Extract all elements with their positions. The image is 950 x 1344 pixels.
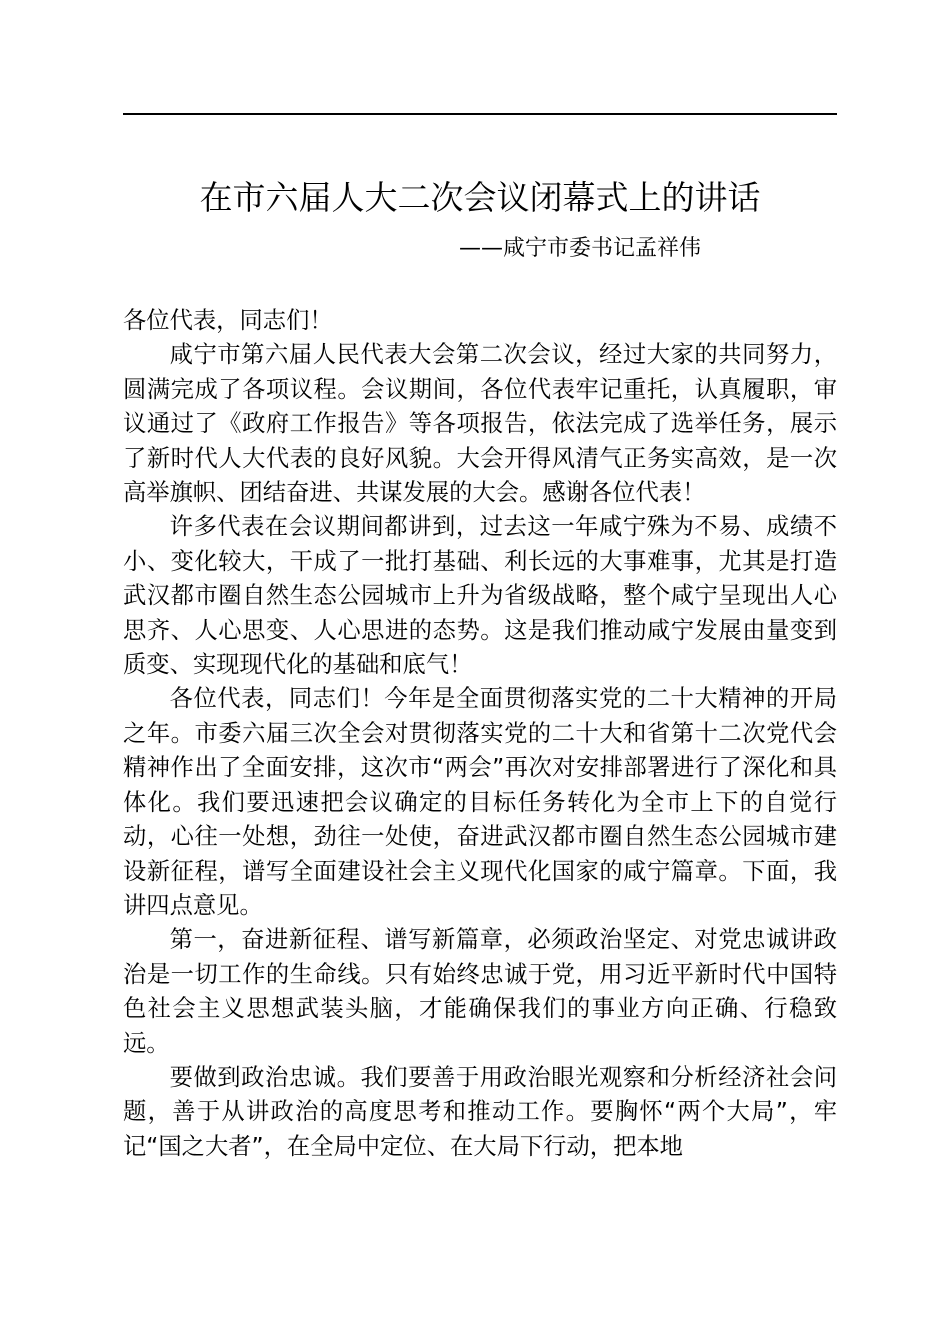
document-subtitle: ——咸宁市委书记孟祥伟 (458, 236, 701, 261)
header-rule (123, 113, 837, 115)
paragraph: 许多代表在会议期间都讲到，过去这一年咸宁殊为不易、成绩不小、变化较大，干成了一批打基础、利长远的大事难事，尤其是打造武汉都市圈自然生态公园城市上升为省级战略，整个咸宁呈现出人心思齐、人心思变、人心思进的态势。这是我们推动咸宁发展由量变到质变、实现现代化的基础和底气！ (123, 513, 837, 679)
paragraph: 第一，奋进新征程、谱写新篇章，必须政治坚定、对党忠诚讲政治是一切工作的生命线。只有始终忠诚于党，用习近平新时代中国特色社会主义思想武装头脑，才能确保我们的事业方向正确、行稳致远。 (123, 926, 837, 1057)
paragraph: 各位代表，同志们！今年是全面贯彻落实党的二十大精神的开局之年。市委六届三次全会对贯彻落实党的二十大和省第十二次党代会精神作出了全面安排，这次市“两会”再次对安排部署进行了深化和具体化。我们要迅速把会议确定的目标任务转化为全市上下的自觉行动，心往一处想，劲往一处使，奋进武汉都市圈自然生态公园城市建设新征程，谱写全面建设社会主义现代化国家的咸宁篇章。下面，我讲四点意见。 (123, 685, 837, 919)
paragraph: 咸宁市第六届人民代表大会第二次会议，经过大家的共同努力，圆满完成了各项议程。会议期间，各位代表牢记重托，认真履职，审议通过了《政府工作报告》等各项报告，依法完成了选举任务，展示了新时代人大代表的良好风貌。大会开得风清气正务实高效，是一次高举旗帜、团结奋进、共谋发展的大会。感谢各位代表！ (123, 341, 837, 507)
paragraph: 要做到政治忠诚。我们要善于用政治眼光观察和分析经济社会问题，善于从讲政治的高度思考和推动工作。要胸怀“两个大局”，牢记“国之大者”，在全局中定位、在大局下行动，把本地 (123, 1063, 837, 1160)
document-title: 在市六届人大二次会议闭幕式上的讲话 (199, 178, 761, 217)
document-body (123, 304, 837, 1164)
salutation: 各位代表，同志们！ (123, 307, 333, 334)
